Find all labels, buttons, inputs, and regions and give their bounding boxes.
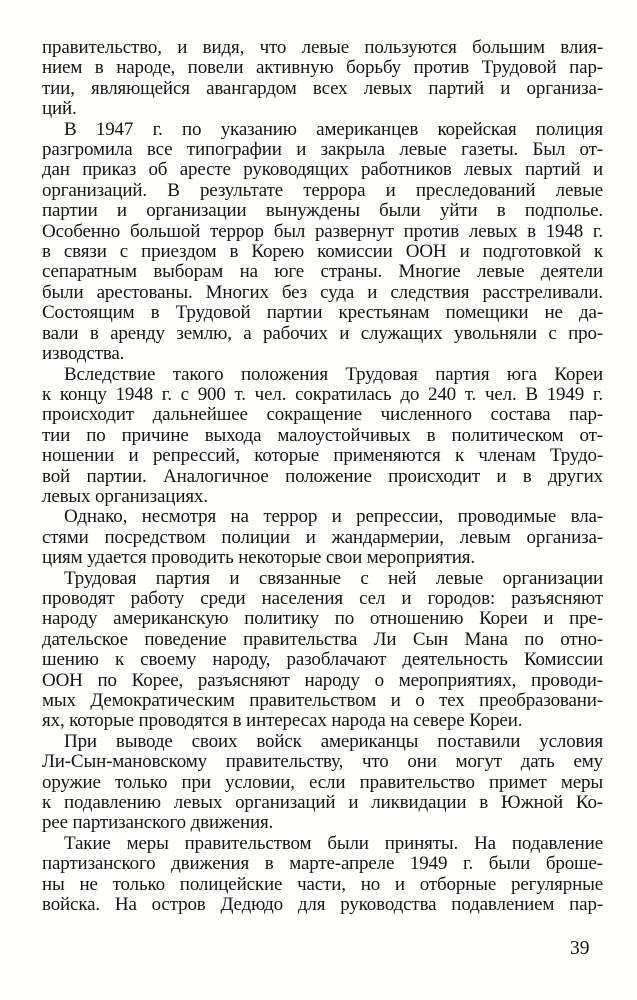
text-line: народу американскую политику по отношению Кореи и пре- xyxy=(42,608,603,630)
text-line: в связи с приездом в Корею комиссии ООН и подготовкой к xyxy=(42,241,603,263)
text-line: вали в аренду землю, а рабочих и служащих увольняли с про- xyxy=(42,322,603,344)
text-line: ношении и репрессий, которые применяются к членам Трудо- xyxy=(42,445,603,467)
text-line: Вследствие такого положения Трудовая партия юга Кореи xyxy=(64,363,603,385)
text-line: к подавлению левых организаций и ликвидации в Южной Ко- xyxy=(42,792,603,814)
text-line: войска. На остров Дедюдо для руководства подавлением пар- xyxy=(42,894,603,916)
text-line: дательское поведение правительства Ли Сын Мана по отно- xyxy=(42,628,603,650)
text-line: стями посредством полиции и жандармерии, левым организа- xyxy=(42,526,603,548)
text-line: ях, которые проводятся в интересах народа на севере Кореи. xyxy=(42,710,523,732)
text-line: проводят работу среди населения сел и городов: разъясняют xyxy=(42,587,603,609)
text-line: рее партизанского движения. xyxy=(42,812,274,834)
text-line: были арестованы. Многих без суда и следствия расстреливали. xyxy=(42,281,603,303)
text-line: В 1947 г. по указанию американцев корейская полиция xyxy=(64,118,603,140)
text-line: мых Демократическим правительством и о тех преобразовани- xyxy=(42,690,603,711)
text-line: тии, являющейся авангардом всех левых партий и организа- xyxy=(42,77,603,99)
text-line: оружие только при условии, если правительство примет меры xyxy=(42,771,603,793)
text-line: правительство, и видя, что левые пользуются большим влия- xyxy=(42,37,603,58)
text-line: происходит дальнейшее сокращение численного состава пар- xyxy=(42,404,603,426)
text-line: шению к своему народу, разоблачают деятельность Комиссии xyxy=(42,649,603,671)
text-line: вой партии. Аналогичное положение происходит и в других xyxy=(42,465,603,487)
text-line: дан приказ об аресте руководящих работников левых партий и xyxy=(42,159,603,181)
text-line: разгромила все типографии и закрыла левые газеты. Был от- xyxy=(42,139,603,161)
text-line: ций. xyxy=(42,98,77,120)
text-line: партизанского движения в марте-апреле 1949 г. были броше- xyxy=(42,853,603,875)
text-line: организаций. В результате террора и преследований левые xyxy=(42,179,603,201)
page-text-block xyxy=(42,38,603,915)
text-line: Однако, несмотря на террор и репрессии, проводимые вла- xyxy=(64,506,603,528)
page-number: 39 xyxy=(570,938,590,959)
text-line: Трудовая партия и связанные с ней левые организации xyxy=(64,567,603,589)
text-line: Такие меры правительством были приняты. На подавление xyxy=(64,832,603,854)
text-line: циям удается проводить некоторые свои мероприятия. xyxy=(42,547,475,569)
text-line: Особенно большой террор был развернут против левых в 1948 г. xyxy=(42,220,603,242)
text-line: изводства. xyxy=(42,343,125,365)
text-line: ны не только полицейские части, но и отборные регулярные xyxy=(42,873,603,895)
text-line: Состоящим в Трудовой партии крестьянам помещики не да- xyxy=(42,302,603,324)
text-line: тии по причине выхода малоустойчивых в политическом от- xyxy=(42,424,603,446)
text-line: Ли-Сын-мановскому правительству, что они могут дать ему xyxy=(42,751,603,773)
text-line: ООН по Корее, разъясняют народу о мероприятиях, проводи- xyxy=(42,669,603,691)
text-line: левых организациях. xyxy=(42,485,208,507)
text-line: При выводе своих войск американцы поставили условия xyxy=(64,730,603,752)
text-line: к концу 1948 г. с 900 т. чел. сократилась до 240 т. чел. В 1949 г. xyxy=(42,383,603,405)
text-line: сепаратным выборам на юге страны. Многие левые деятели xyxy=(42,261,603,283)
text-line: партии и организации вынуждены были уйти в подполье. xyxy=(42,200,603,222)
text-line: нием в народе, повели активную борьбу против Трудовой пар- xyxy=(42,57,603,79)
